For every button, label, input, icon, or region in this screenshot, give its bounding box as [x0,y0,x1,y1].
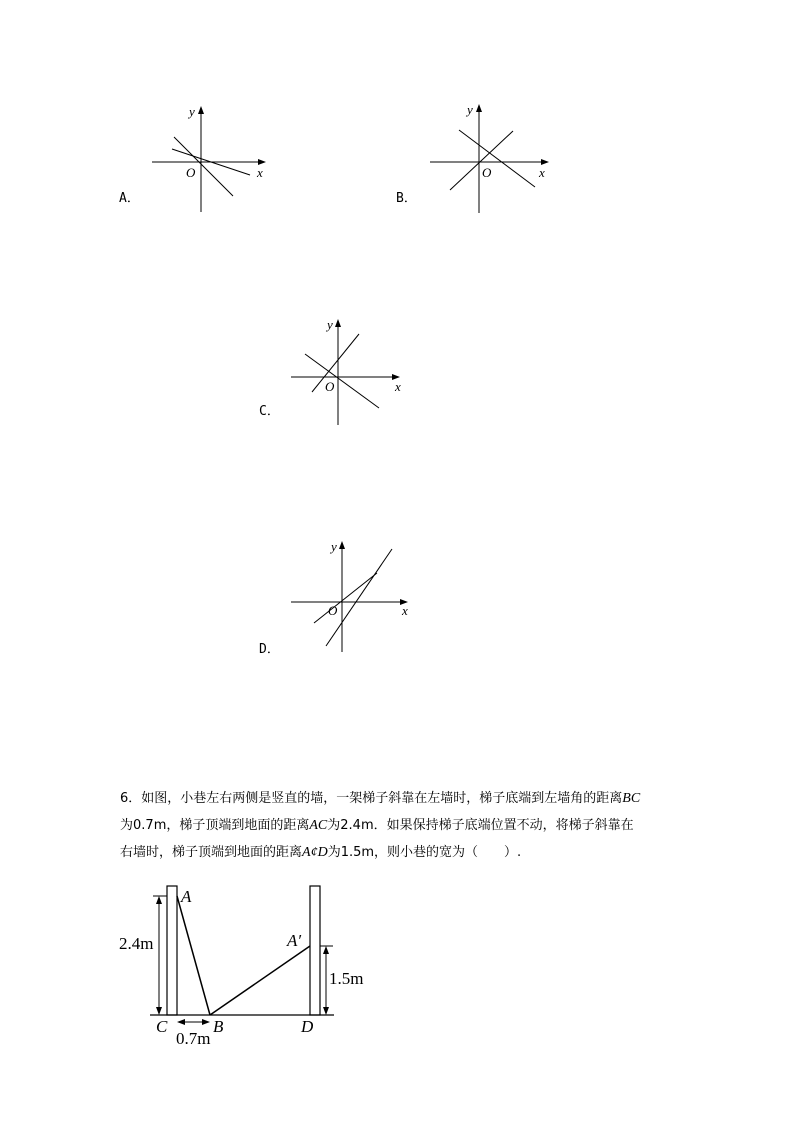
point-c-label: C [156,1017,168,1036]
length-bc-label: 0.7m [176,1029,211,1048]
length-ad-label: 1.5m [329,969,364,988]
option-a-label: A． [119,191,140,206]
x-axis-label: x [395,379,401,394]
question-text: 为 [120,818,134,833]
right-wall [310,886,320,1015]
ladder-left [177,896,210,1015]
y-axis-label: y [189,104,195,119]
option-c-label: C． [259,404,280,419]
x-axis-label: x [539,165,545,180]
variable-bc: BC [622,791,641,806]
origin-label: O [328,603,338,618]
variable-ad: A¢D [302,845,328,860]
y-axis-label: y [467,102,473,117]
question-text: 如图，小巷左右两侧是竖直的墙，一架梯子斜靠在左墙时，梯子底端到左墙角的距离 [141,791,623,806]
origin-label: O [186,165,196,180]
y-axis-label: y [327,317,333,332]
question-number: 6． [120,791,142,806]
variable-ac: AC [309,818,328,833]
ladder-right [210,946,310,1015]
option-d-label: D． [259,642,280,657]
question-text: 为 [327,818,341,833]
question-text: ．如果保持梯子底端位置不动，将梯子斜靠在 [373,818,634,833]
y-axis-label: y [331,539,337,554]
point-a-label: A [181,887,192,906]
origin-label: O [482,165,492,180]
option-b-label: B． [396,191,417,206]
question-text: ，则小巷的宽为（ ）. [374,845,522,860]
origin-label: O [325,379,335,394]
x-axis-label: x [257,165,263,180]
x-axis-label: x [402,603,408,618]
left-wall [167,886,177,1015]
question-text: ，梯子顶端到地面的距离 [166,818,310,833]
question-text: 为 [327,845,341,860]
value-bc: 0.7m [133,818,167,833]
question-text: 右墙时，梯子顶端到地面的距离 [120,845,303,860]
point-d-label: D [301,1017,314,1036]
point-a-prime-label: A′ [287,931,302,950]
value-ac: 2.4m [340,818,374,833]
length-ac-label: 2.4m [119,934,154,953]
point-b-label: B [213,1017,224,1036]
value-ad: 1.5m [340,845,375,860]
